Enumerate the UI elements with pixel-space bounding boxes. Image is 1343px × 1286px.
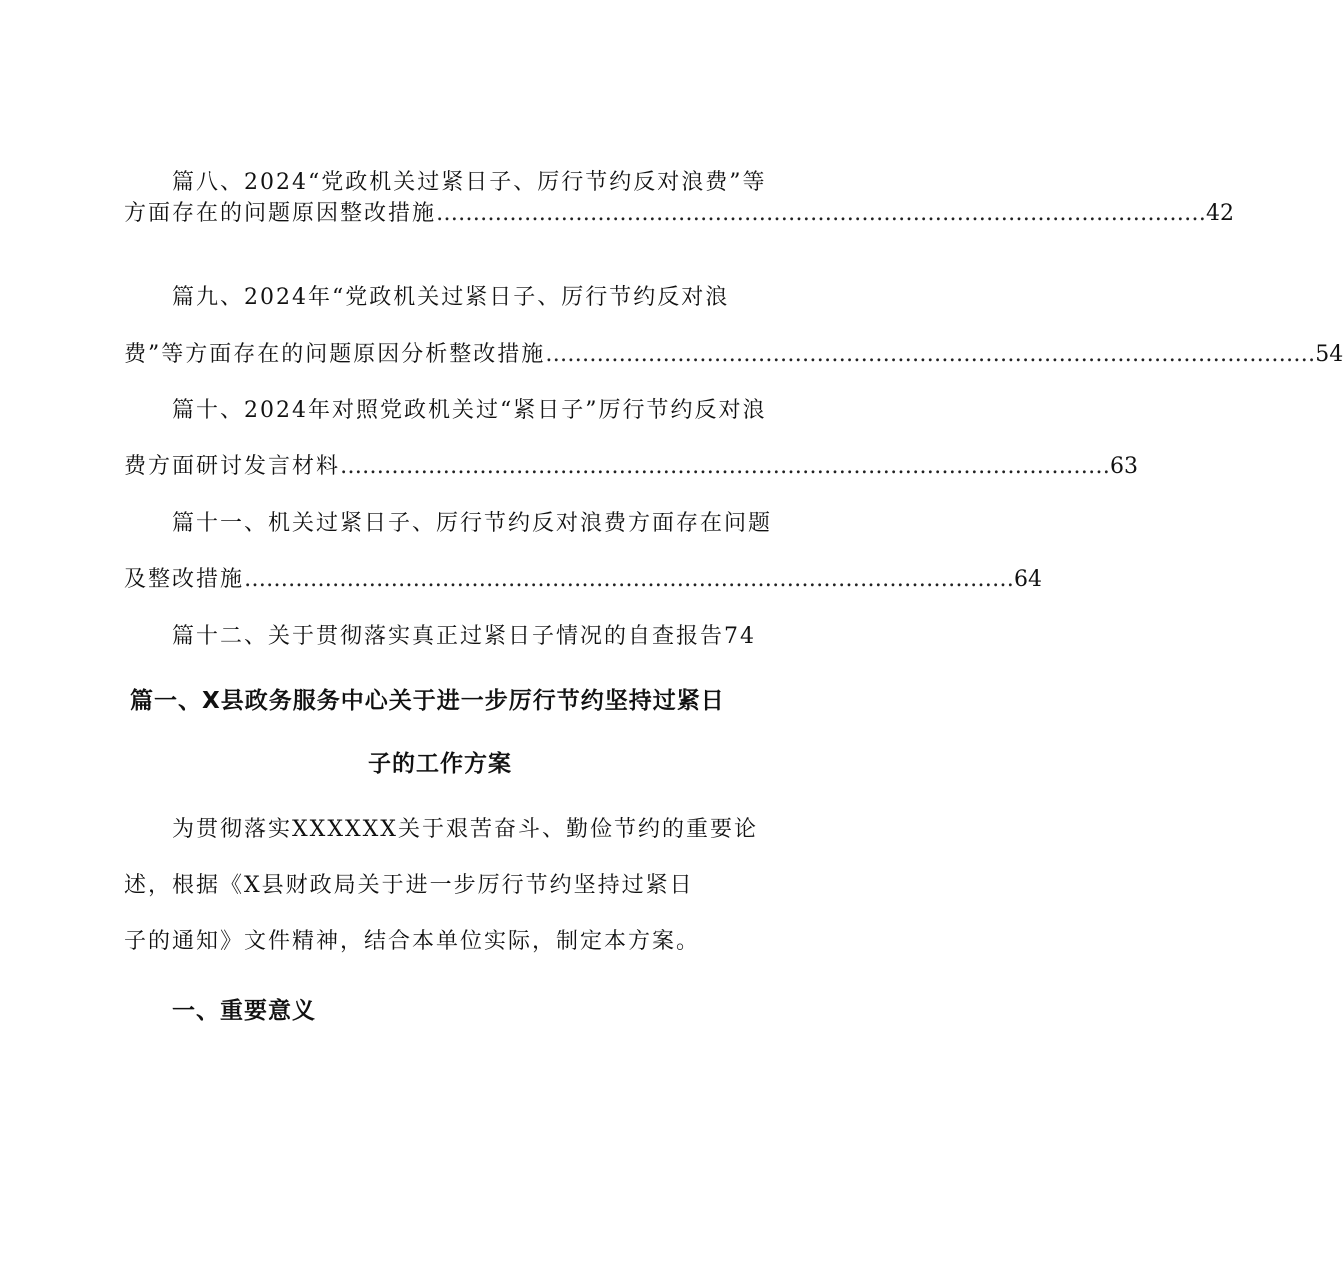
toc-entry-9-page: 54 (1315, 342, 1343, 367)
intro-line3: 子的通知》文件精神，结合本单位实际，制定本方案。 (124, 929, 701, 954)
toc-entry-11-line2 (124, 565, 1043, 595)
article-title-line2: 子的工作方案 (368, 751, 512, 777)
toc-entry-10-page: 63 (1110, 454, 1139, 479)
toc-entry-9-line1: 篇九、2024年“党政机关过紧日子、厉行节约反对浪 (172, 285, 730, 310)
article-title-line1: 篇一、X县政务服务中心关于进一步厉行节约坚持过紧日 (130, 688, 725, 714)
toc-leader-dots: …………………………………………………………………………………………… (244, 567, 1015, 592)
toc-entry-8-line1: 篇八、2024“党政机关过紧日子、厉行节约反对浪费”等 (172, 170, 767, 195)
toc-entry-11-line1: 篇十一、机关过紧日子、厉行节约反对浪费方面存在问题 (172, 511, 773, 536)
toc-entry-11-page: 64 (1014, 567, 1043, 592)
toc-entry-9-text: 费”等方面存在的问题原因分析整改措施 (124, 342, 546, 367)
toc-leader-dots: …………………………………………………………………………………………… (436, 201, 1207, 226)
intro-line1: 为贯彻落实XXXXXX关于艰苦奋斗、勤俭节约的重要论 (172, 817, 758, 842)
toc-entry-10-text: 费方面研讨发言材料 (124, 454, 341, 479)
toc-leader-dots: …………………………………………………………………………………………… (545, 342, 1316, 367)
toc-entry-10-line2 (124, 452, 1139, 482)
section-heading-1: 一、重要意义 (172, 998, 316, 1024)
toc-entry-10-line1: 篇十、2024年对照党政机关过“紧日子”厉行节约反对浪 (172, 398, 767, 423)
toc-entry-8-page: 42 (1206, 201, 1235, 226)
toc-entry-11-text: 及整改措施 (124, 567, 245, 592)
toc-leader-dots: …………………………………………………………………………………………… (340, 454, 1111, 479)
toc-entry-8-line2 (124, 199, 1235, 229)
intro-line2: 述，根据《X县财政局关于进一步厉行节约坚持过紧日 (124, 873, 694, 898)
toc-entry-12: 篇十二、关于贯彻落实真正过紧日子情况的自查报告74 (172, 624, 756, 649)
toc-entry-8-text: 方面存在的问题原因整改措施 (124, 201, 437, 226)
toc-entry-9-line2 (124, 340, 1343, 370)
